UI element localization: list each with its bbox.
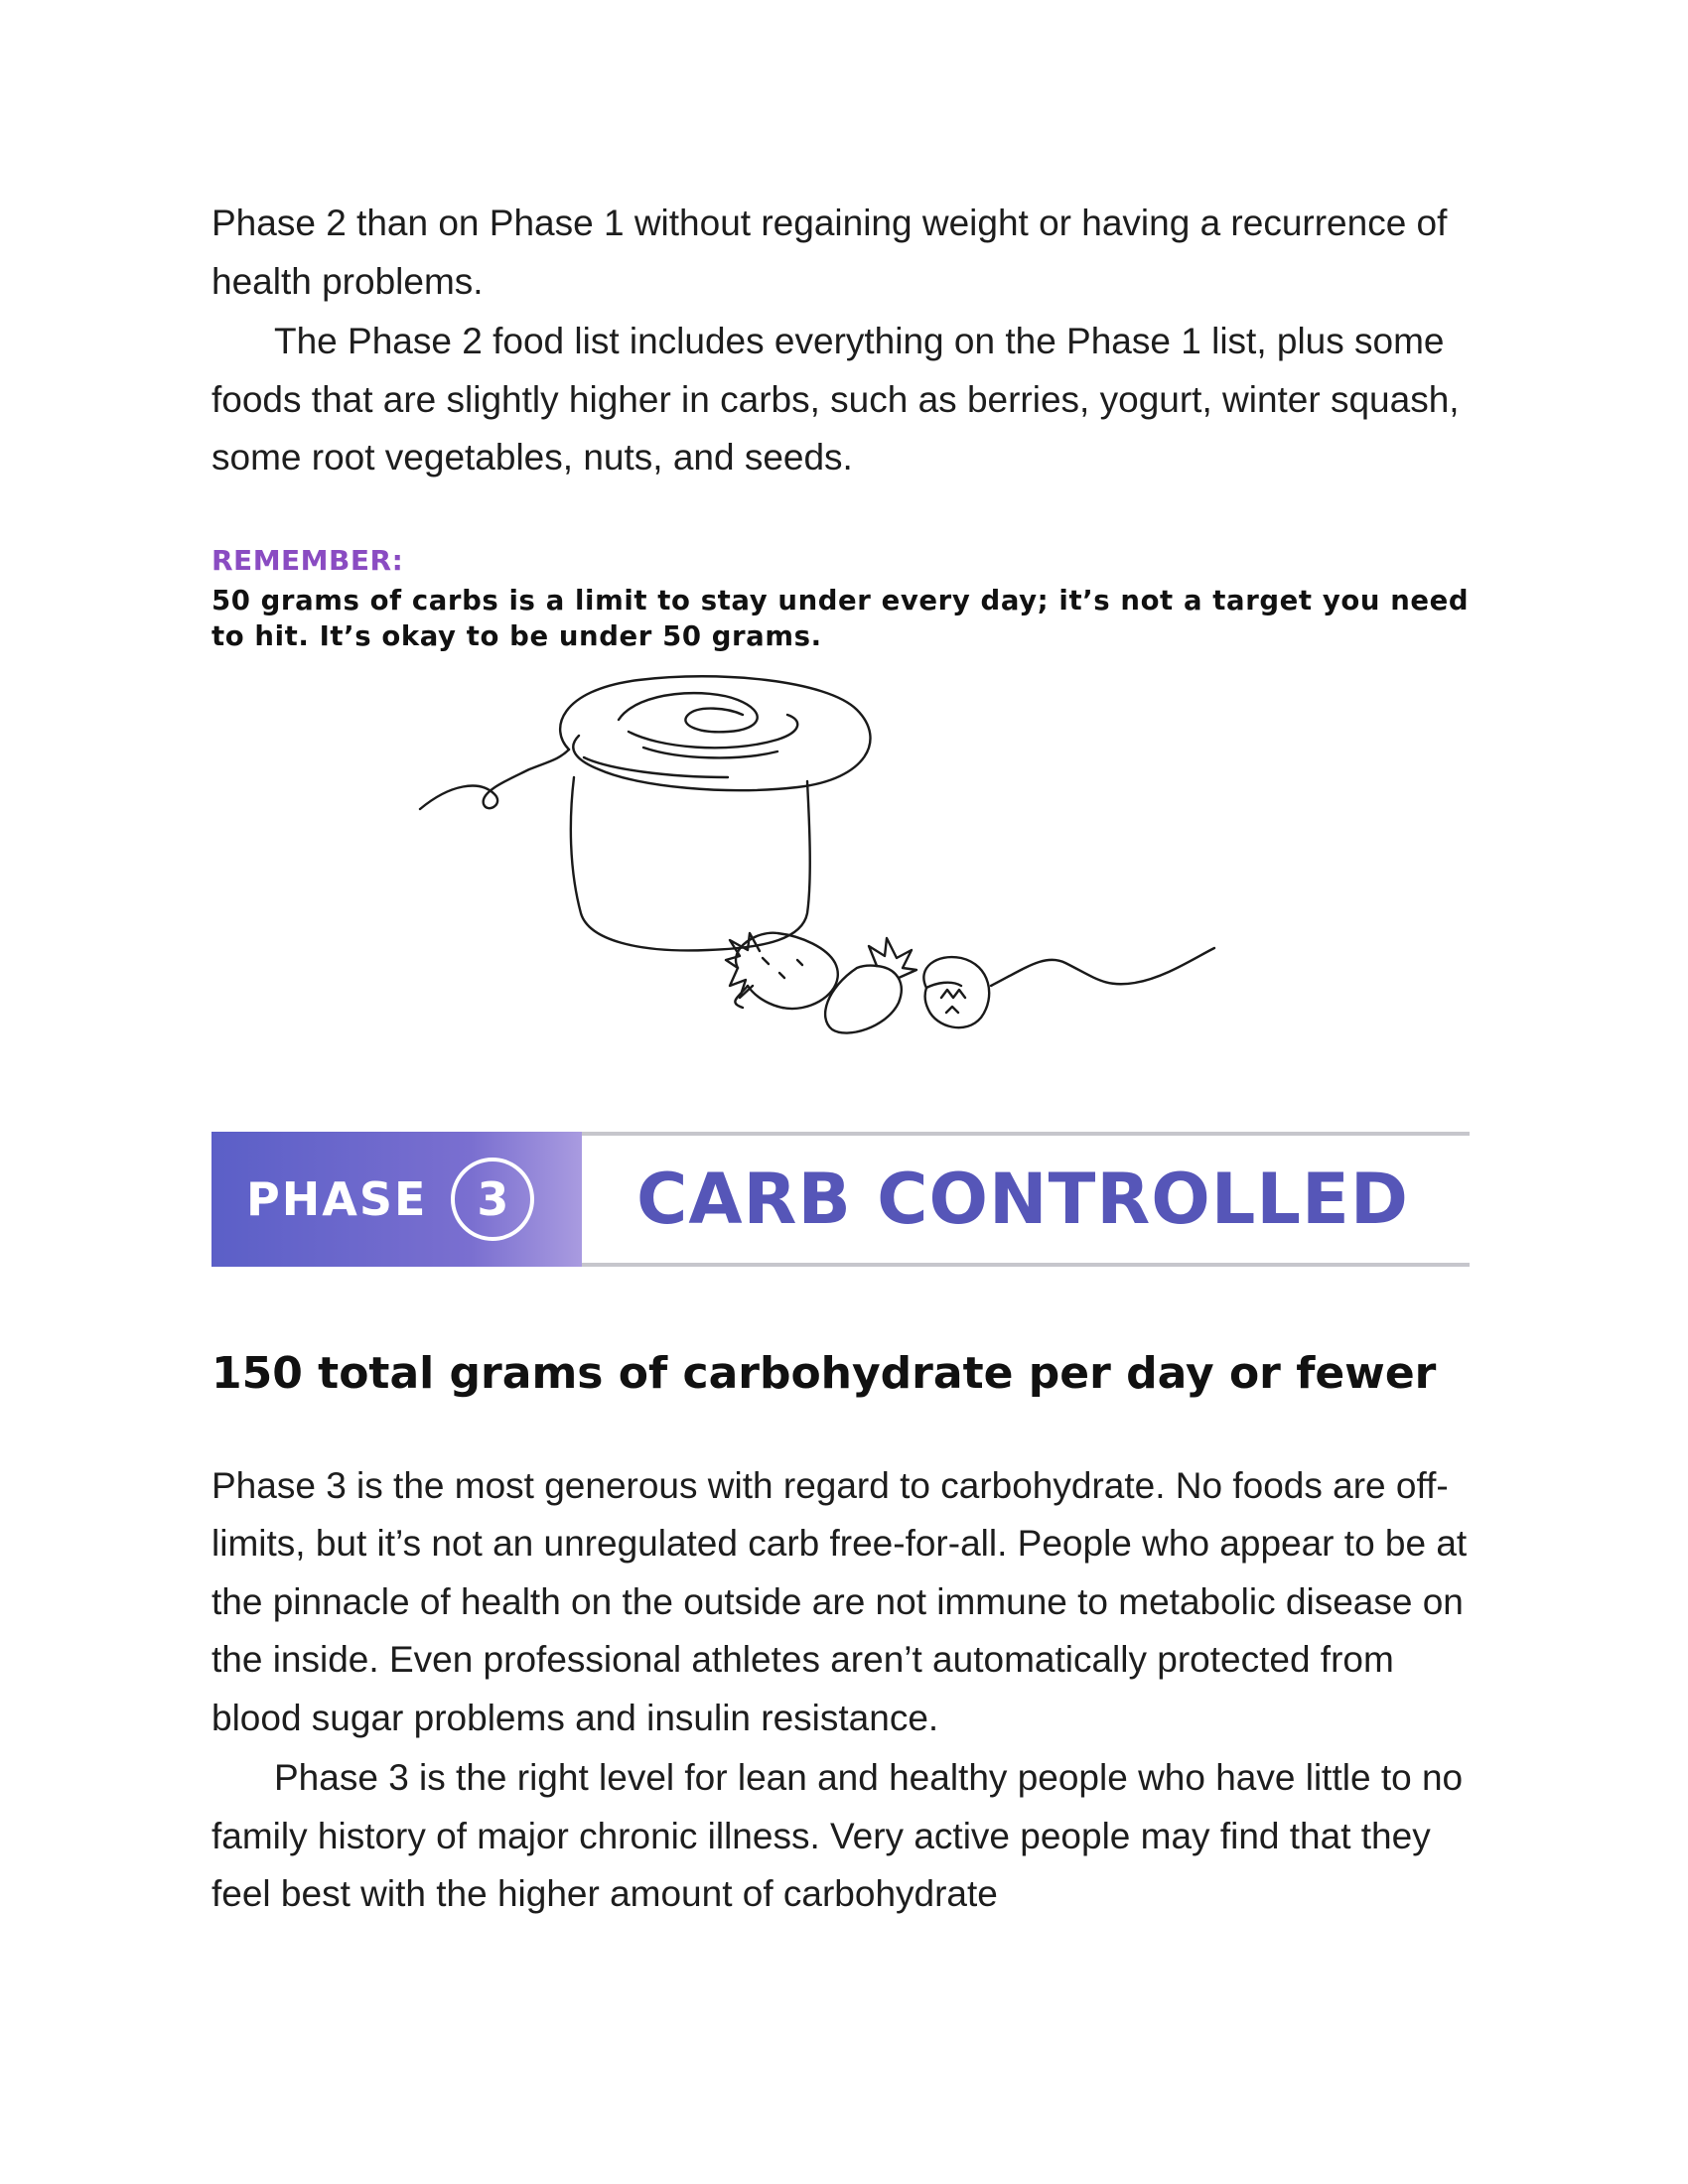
phase-banner-title-area	[582, 1132, 1470, 1267]
intro-paragraph-1: Phase 2 than on Phase 1 without regaining weight or having a recurrence of health problems.	[211, 203, 1448, 302]
remember-text: 50 grams of carbs is a limit to stay under every day; it’s not a target you need to hit. It’s okay to be under 50 grams.	[211, 584, 1470, 652]
page-content	[211, 195, 1482, 1924]
phase-banner-badge	[211, 1132, 582, 1267]
section-paragraph-2: Phase 3 is the right level for lean and healthy people who have little to no family history of major chronic illness. Very active people may find that they feel best with the higher amount of carbohydrate	[211, 1757, 1464, 1914]
intro-paragraph-2: The Phase 2 food list includes everything on the Phase 1 list, plus some foods that are slightly higher in carbs, such as berries, yogurt, winter squash, some root vegetables, nuts, and seeds.	[211, 321, 1460, 478]
phase-title: CARB CONTROLLED	[636, 1158, 1409, 1240]
remember-label: REMEMBER:	[211, 543, 404, 577]
phase-number-circle: 3	[451, 1158, 534, 1241]
section-heading: 150 total grams of carbohydrate per day or fewer	[211, 1347, 1437, 1399]
phase-label: PHASE	[246, 1171, 428, 1226]
remember-callout	[211, 543, 1482, 654]
section-body	[211, 1457, 1482, 1924]
yogurt-and-strawberries-line-drawing-icon	[211, 670, 1482, 1132]
section-paragraph-1: Phase 3 is the most generous with regard to carbohydrate. No foods are off-limits, but it’s not an unregulated carb free-for-all. People who appear to be at the pinnacle of health on the outside are not immune to metabolic disease on the inside. Even professional athletes aren’t automatically protected from blood sugar problems and insulin resistance.	[211, 1464, 1468, 1738]
phase-banner	[211, 1132, 1470, 1267]
